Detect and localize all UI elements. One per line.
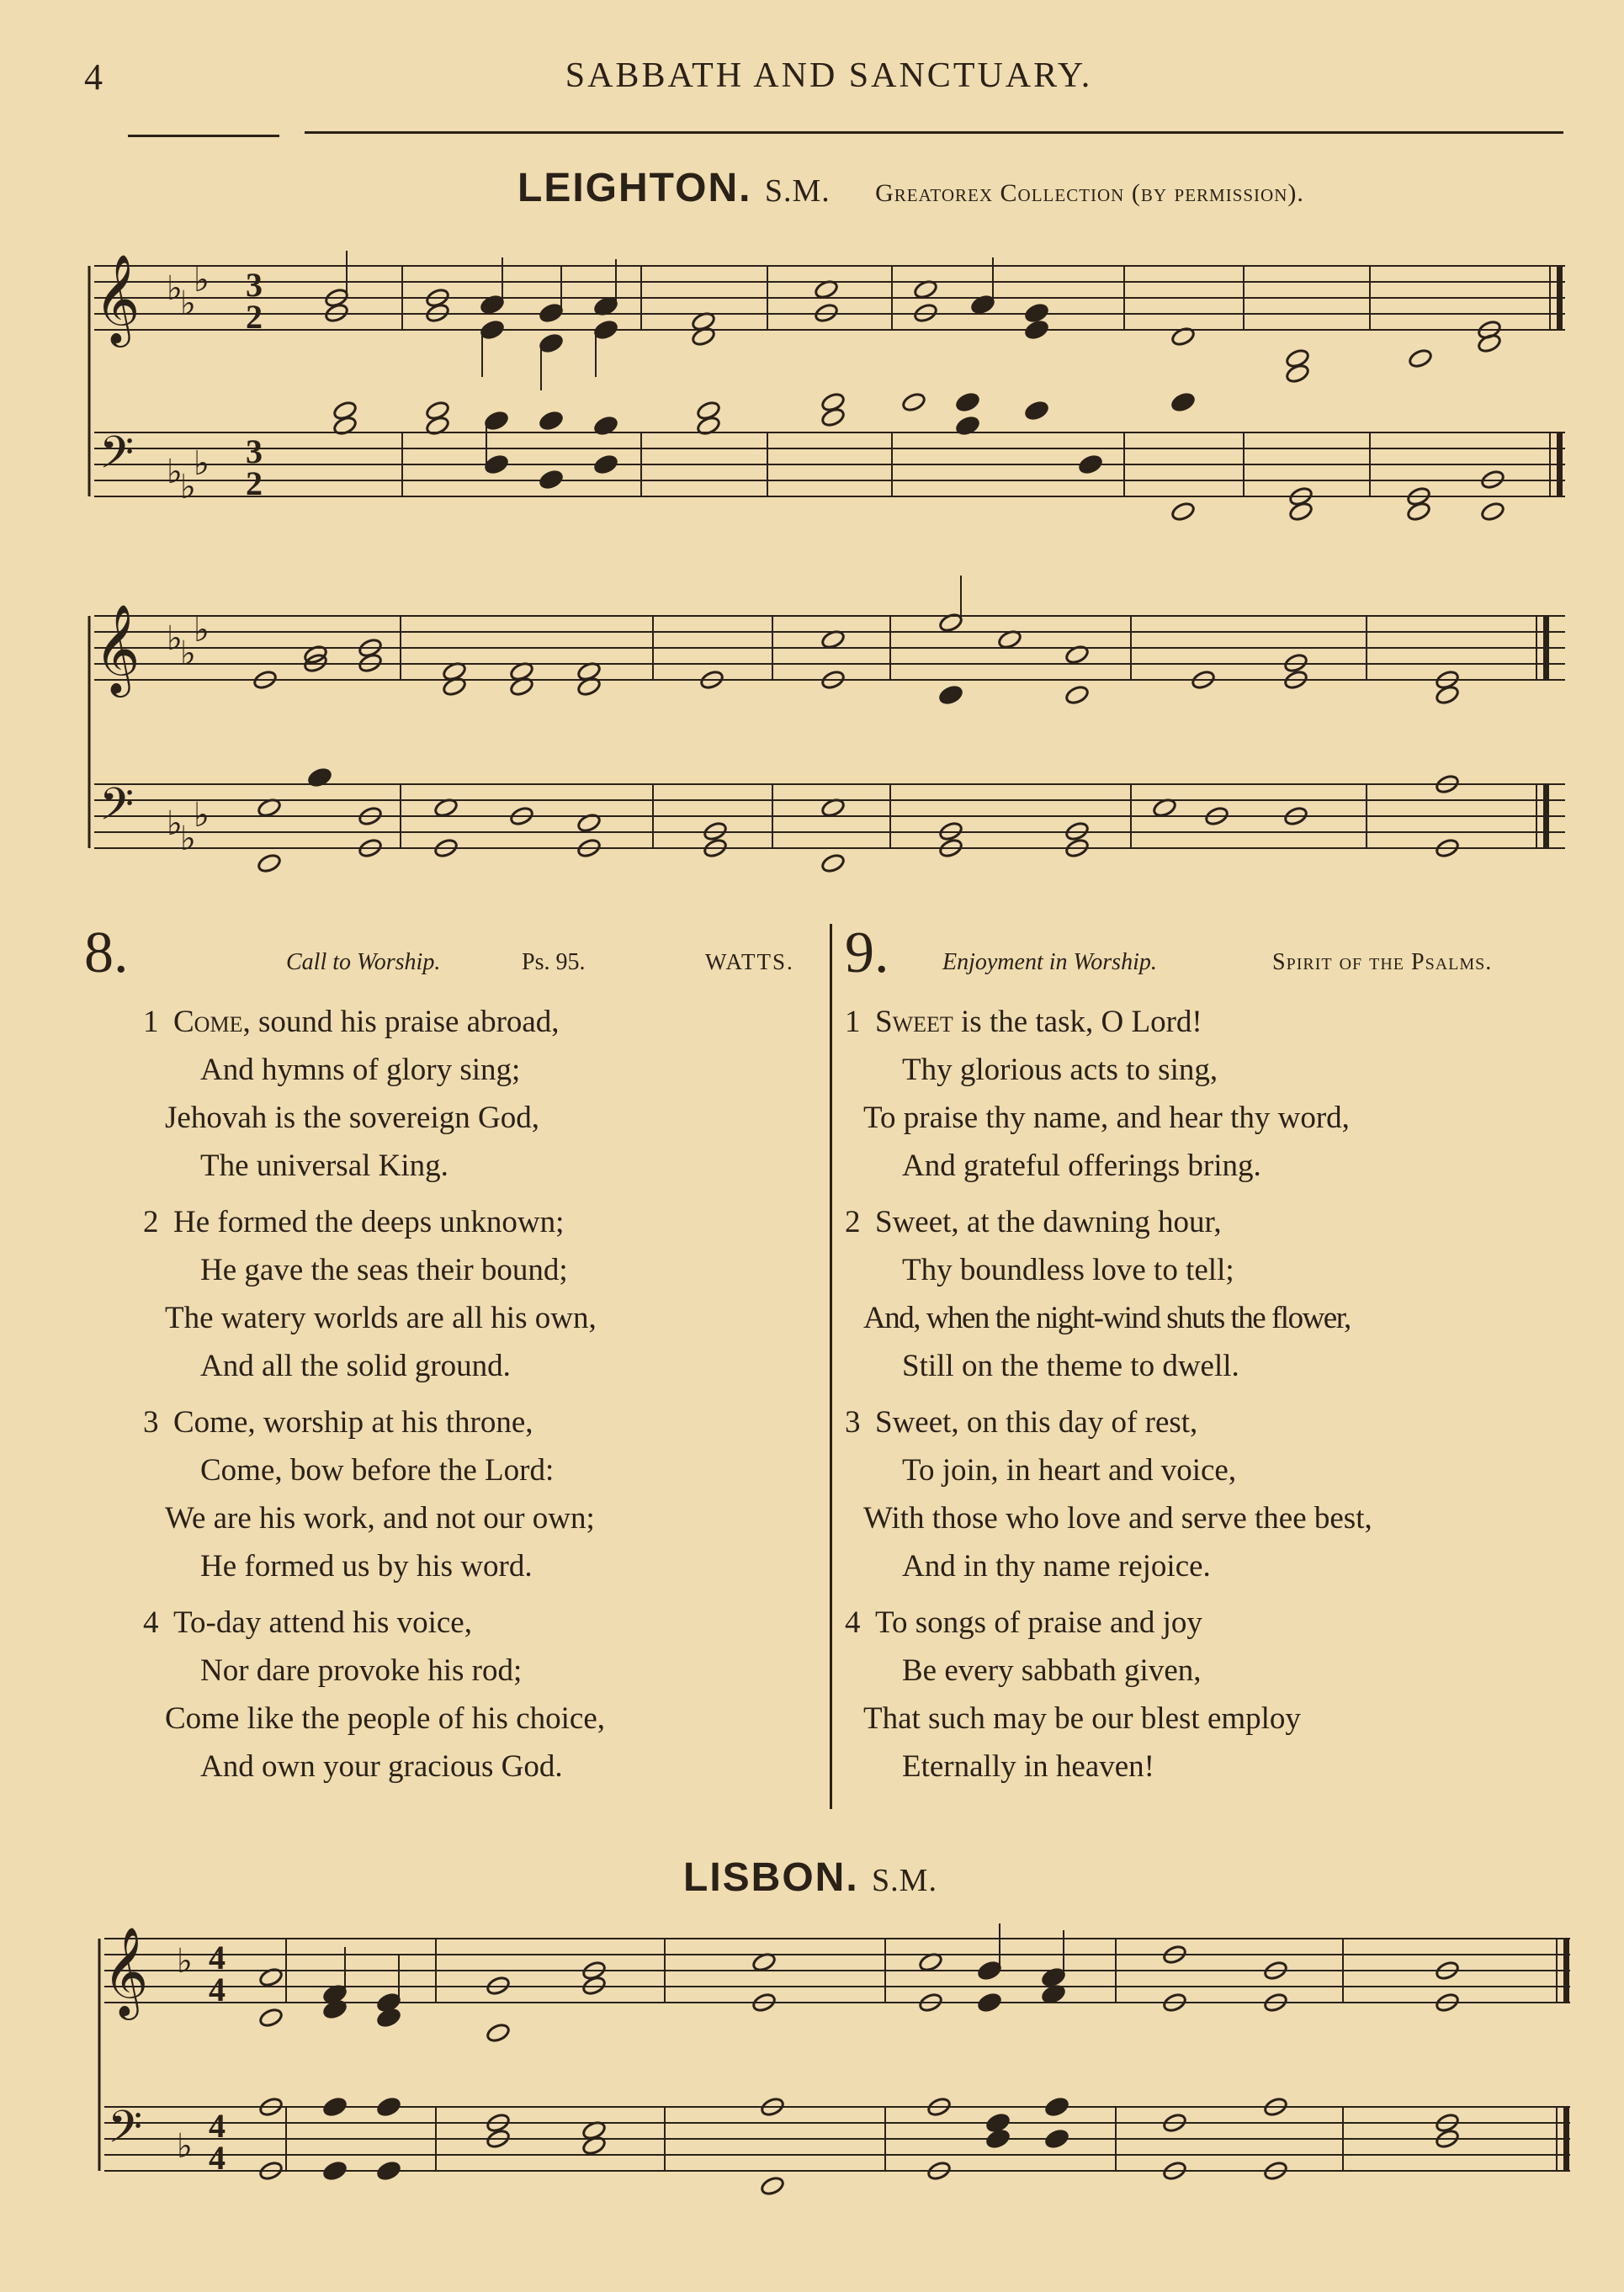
hymn-8-number: 8. — [84, 921, 129, 985]
leighton-sys2-bass-flat: ♭ — [194, 796, 210, 835]
lisbon-treble-note — [258, 2007, 284, 2028]
leighton-sys1-treble-note — [539, 332, 564, 353]
leighton-sys1-bass-flat: ♭ — [167, 453, 183, 491]
leighton-sys1-treble-time-top: 3 — [246, 266, 263, 304]
lisbon-bass-note — [1044, 2128, 1069, 2149]
hymn-8-s4-l2: Nor dare provoke his rod; — [200, 1653, 523, 1688]
lisbon-bass-time-top: 4 — [209, 2107, 226, 2145]
leighton-sys2-treble-flat: ♭ — [167, 619, 183, 658]
lisbon-bass-note — [322, 2096, 348, 2117]
leighton-sys1-treble-note — [1285, 363, 1310, 384]
hymn-8-s3-l4: He formed us by his word. — [200, 1549, 533, 1584]
leighton-sys1-treble-note — [1024, 302, 1049, 323]
hymn-9-title: Enjoyment in Worship. — [942, 949, 1157, 975]
hymn-9-s4-l4: Eternally in heaven! — [902, 1749, 1154, 1784]
lisbon-bass-note — [322, 2160, 348, 2181]
hymn-8-reference: Ps. 95. — [522, 949, 586, 975]
leighton-sys2-treble-flat: ♭ — [194, 611, 210, 650]
hymn-9-s4-l2: Be every sabbath given, — [902, 1653, 1202, 1688]
leighton-sys2-bass-note — [257, 852, 282, 873]
hymn-9-s2-l1: 2 Sweet, at the dawning hour, — [845, 1205, 1222, 1239]
hymn-9-s3-l3: With those who love and serve thee best, — [863, 1501, 1372, 1536]
hymn-8-s3-l3: We are his work, and not our own; — [165, 1501, 595, 1536]
hymn-9-s1-l4: And grateful offerings bring. — [902, 1149, 1261, 1183]
lisbon-bass-note — [985, 2112, 1011, 2133]
hymn-9-s3-l4: And in thy name rejoice. — [902, 1549, 1211, 1584]
hymn-8-s1-l1: 1 Come, sound his praise abroad, — [143, 1005, 560, 1039]
leighton-sys1-treble-note — [1024, 319, 1049, 340]
hymn-9-number: 9. — [845, 921, 889, 985]
page-number: 4 — [84, 56, 103, 98]
leighton-sys2-treble-note — [1064, 684, 1090, 705]
leighton-sys1-bass-note — [820, 406, 846, 427]
leighton-sys1-bass-flat: ♭ — [180, 468, 196, 507]
lisbon-bass-note — [760, 2175, 785, 2196]
leighton-sys1-treble-flat: ♭ — [167, 269, 183, 308]
lisbon-bass-note — [376, 2096, 401, 2117]
hymn-9-s2-l3: And, when the night-wind shuts the flower, — [863, 1301, 1351, 1335]
lisbon-bass-note — [985, 2128, 1011, 2149]
lisbon-bass-final-thick — [1563, 2107, 1569, 2171]
lisbon-treble-note — [486, 2022, 511, 2043]
hymn-9-s1-l2: Thy glorious acts to sing, — [902, 1053, 1218, 1087]
lisbon-treble-note — [977, 1992, 1002, 2013]
hymn-8-s4-l4: And own your gracious God. — [200, 1749, 563, 1784]
lisbon-treble-note — [977, 1960, 1002, 1981]
column-divider — [830, 924, 832, 1809]
lisbon-bass-flat: ♭ — [177, 2127, 193, 2166]
tune-name-lisbon: LISBON. — [683, 1855, 859, 1900]
hymn-9-text — [845, 998, 1372, 1791]
lisbon-treble-note — [376, 2007, 401, 2028]
leighton-sys1-bass-note — [1406, 501, 1431, 522]
leighton-sys1-treble-note — [539, 302, 564, 323]
hymn-8-s4-l1: 4 To-day attend his voice, — [143, 1605, 472, 1640]
leighton-sys1-bass-time-top: 3 — [246, 432, 263, 470]
tune-source-leighton: Greatorex Collection (by permission). — [875, 179, 1304, 207]
leighton-sys1-bass-flat: ♭ — [194, 444, 210, 483]
leighton-sys1-bass-note — [484, 454, 509, 475]
leighton-sys2-treble-final-thick — [1543, 616, 1549, 680]
running-title: SABBATH AND SANCTUARY. — [565, 56, 1093, 95]
hymn-9-s4-l1: 4 To songs of praise and joy — [845, 1605, 1202, 1640]
leighton-sys1-bass-note — [1078, 454, 1103, 475]
hymn-8-s3-l1: 3 Come, worship at his throne, — [143, 1405, 533, 1440]
hymn-9-author: Spirit of the Psalms. — [1272, 949, 1493, 975]
lisbon-treble-time-top: 4 — [209, 1939, 226, 1976]
hymn-8-s1-l2: And hymns of glory sing; — [200, 1053, 521, 1087]
leighton-sys1-bass-note — [425, 400, 450, 421]
leighton-sys1-bass-final-thick — [1557, 432, 1563, 496]
leighton-sys2-treble-clef: 𝄞 — [94, 603, 141, 693]
hymn-8-s2-l1: 2 He formed the deeps unknown; — [143, 1205, 565, 1239]
hymn-9-s2-l4: Still on the theme to dwell. — [902, 1349, 1239, 1383]
tune-meter-leighton: S.M. — [764, 173, 831, 209]
tune-meter-lisbon: S.M. — [872, 1863, 937, 1898]
hymn-8-s3-l2: Come, bow before the Lord: — [200, 1453, 555, 1488]
leighton-sys2-treble-note — [938, 684, 963, 705]
lisbon-treble-clef: 𝄞 — [103, 1926, 149, 2016]
hymn-9-s2-l2: Thy boundless love to tell; — [902, 1253, 1234, 1287]
hymn-8-s2-l4: And all the solid ground. — [200, 1349, 511, 1383]
hymn-8-s1-l3: Jehovah is the sovereign God, — [165, 1101, 539, 1135]
leighton-sys1-bass-note — [593, 454, 618, 475]
hymn-8-s1-l4: The universal King. — [200, 1149, 448, 1183]
leighton-sys1-bass-note — [539, 469, 564, 490]
hymn-8-s4-l3: Come like the people of his choice, — [165, 1701, 605, 1736]
lisbon-bass-time-bottom: 4 — [209, 2139, 226, 2177]
leighton-sys1-treble-clef: 𝄞 — [94, 253, 141, 343]
leighton-sys2-bass-final-thick — [1543, 784, 1549, 848]
leighton-sys1-treble-note — [480, 319, 505, 340]
hymn-9-s3-l1: 3 Sweet, on this day of rest, — [845, 1405, 1198, 1440]
leighton-sys1-treble-flat: ♭ — [194, 261, 210, 300]
leighton-sys1-bass-note — [539, 410, 564, 431]
leighton-sys1-treble-flat: ♭ — [180, 284, 196, 323]
leighton-sys2-treble-flat: ♭ — [180, 634, 196, 673]
leighton-sys1-treble-note — [1408, 348, 1433, 369]
leighton-sys1-treble-final-thick — [1557, 266, 1563, 330]
tune-name-leighton: LEIGHTON. — [517, 166, 752, 210]
leighton-sys1-bass-note — [1024, 400, 1049, 421]
leighton-sys1-bass-note — [484, 410, 509, 431]
lisbon-bass-note — [376, 2160, 401, 2181]
leighton-sys1-bass-note — [1480, 501, 1505, 522]
leighton-sys2-bass-note — [820, 852, 846, 873]
leighton-sys1-bass-clef: 𝄢 — [99, 427, 135, 490]
hymn-8-author: WATTS. — [705, 949, 794, 974]
lisbon-treble-flat: ♭ — [177, 1942, 193, 1981]
lisbon-bass-clef: 𝄢 — [108, 2102, 143, 2164]
hymn-8-s2-l3: The watery worlds are all his own, — [165, 1301, 597, 1335]
hymn-8-title: Call to Worship. — [286, 949, 441, 975]
hymn-9-s1-l1: 1 Sweet is the task, O Lord! — [845, 1005, 1202, 1039]
hymn-8-text — [143, 998, 605, 1791]
leighton-sys2-bass-flat: ♭ — [180, 820, 196, 858]
hymn-9-s3-l2: To join, in heart and voice, — [902, 1453, 1237, 1488]
leighton-sys2-bass-clef: 𝄢 — [99, 779, 135, 841]
leighton-sys2-bass-flat: ♭ — [167, 804, 183, 843]
hymn-8-s2-l2: He gave the seas their bound; — [200, 1253, 568, 1287]
leighton-sys1-bass-time-bottom: 2 — [246, 464, 263, 502]
leighton-sys1-bass-note — [901, 391, 926, 412]
hymn-8-heading — [84, 921, 816, 985]
lisbon-bass-note — [1044, 2096, 1069, 2117]
leighton-sys1-bass-note — [1288, 501, 1314, 522]
hymn-9-s1-l3: To praise thy name, and hear thy word, — [863, 1101, 1350, 1135]
hymn-9-s4-l3: That such may be our blest employ — [863, 1701, 1301, 1736]
leighton-sys1-bass-note — [1170, 501, 1196, 522]
hymn-9-heading — [845, 921, 1585, 985]
lisbon-treble-final-thick — [1563, 1939, 1569, 2003]
leighton-sys1-treble-time-bottom: 2 — [246, 298, 263, 336]
leighton-sys1-treble-note — [593, 319, 618, 340]
leighton-sys2-treble-note — [1435, 684, 1460, 705]
leighton-sys1-bass-note — [955, 391, 980, 412]
lisbon-treble-time-bottom: 4 — [209, 1971, 226, 2008]
leighton-sys1-bass-note — [1170, 391, 1196, 412]
